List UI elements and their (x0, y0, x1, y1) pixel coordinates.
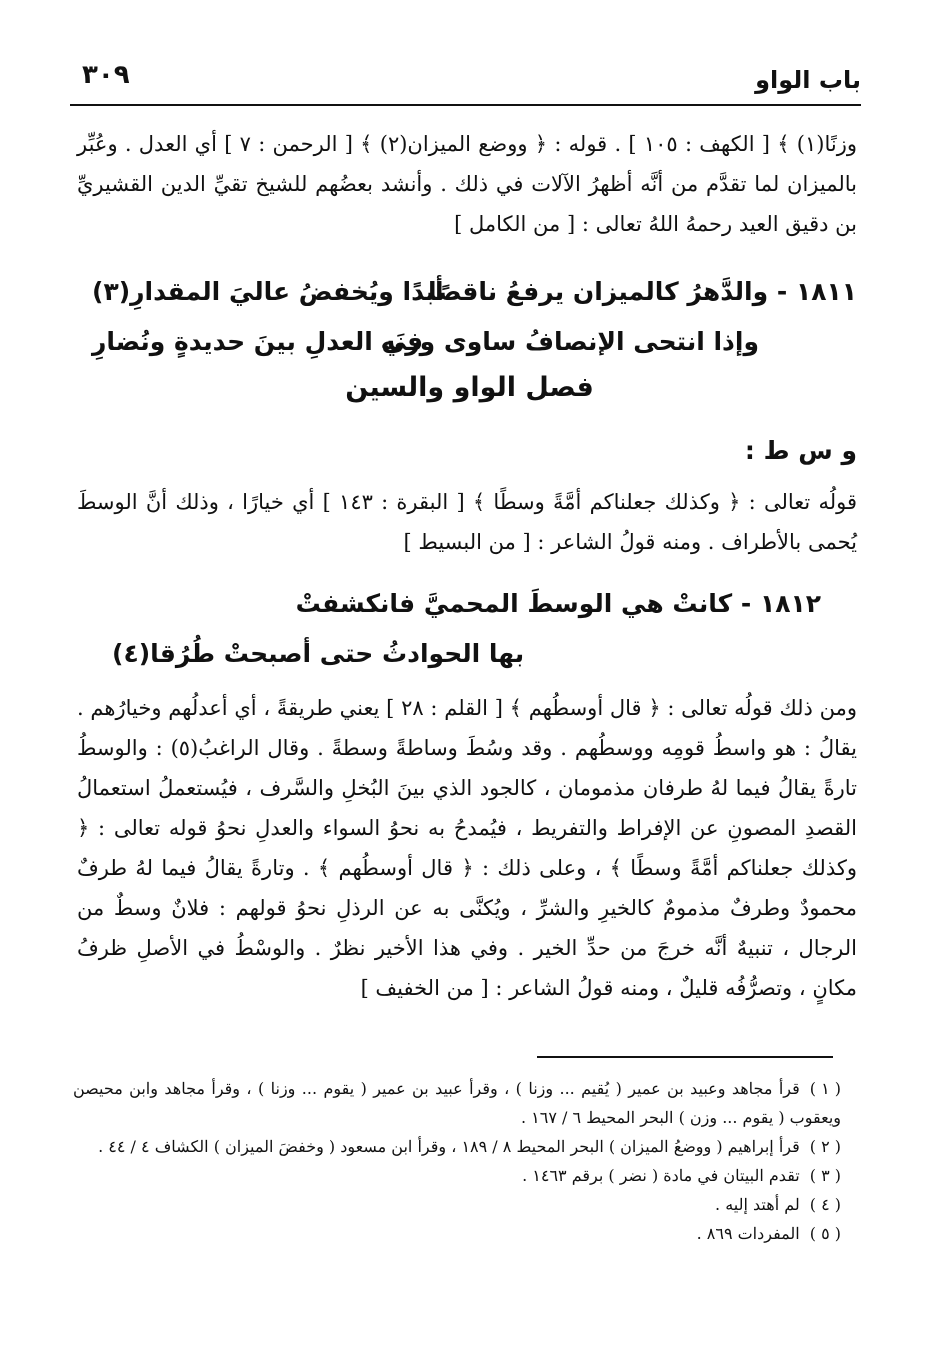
footnote-number: ( ٢ ) (809, 1137, 841, 1156)
footnote-number: ( ١ ) (809, 1079, 841, 1098)
footnote-text: قرأ مجاهد وعبيد بن عمير ( يُقيم ... وزنا ) ، وقرأ عبيد بن عمير ( يقوم ... وزنا ) ، وقرأ مجاهد وابن محيصن ويعقوب ( يقوم ... وزن ) البحر المحيط ٦ / ١٦٧ . (73, 1079, 841, 1127)
footnote-number: ( ٥ ) (809, 1224, 841, 1243)
verse-1811-second-hemistich: أبدًا ويُخفضُ عاليَ المقدارِ(٣) (92, 277, 444, 306)
paragraph-1: وزنًا(١) ﴾ [ الكهف : ١٠٥ ] . قوله : ﴿ ووضع الميزان(٢) ﴾ [ الرحمن : ٧ ] أي العدل . وعُبِّر بالميزان لما تقدَّم من أنَّه أظهرُ الآلات في ذلك . وأنشد بعضُهم للشيخ تقيِّ الدين القشيريِّ بن دقيق العيد رحمهُ اللهُ تعالى : [ من الكامل ] (77, 132, 858, 236)
paragraph-3: ومن ذلك قولُه تعالى : ﴿ قال أوسطُهم ﴾ [ القلم : ٢٨ ] يعني طريقةً ، أي أعدلُهم وخيارُهم . يقالُ : هو واسطُ قومِه ووسطُهم . وقد وسُطَ وساطةً وسطةً . وقال الراغبُ(٥) : والوسطُ تارةً يقالُ فيما لهُ طرفان مذمومان ، كالجود الذي بينَ البُخلِ والسَّرف ، فيُستعملُ استعمالُ القصدِ المصونِ عن الإفراط والتفريط ، فيُمدحُ به نحوُ السواء والعدلِ نحوُ قوله تعالى : ﴿ وكذلك جعلناكم أمَّةً وسطًا ﴾ ، وعلى ذلك : ﴿ قال أوسطُهم ﴾ . وتارةً يقالُ فيما لهُ طرفٌ محمودٌ وطرفٌ مذمومٌ كالخيرِ والشرِّ ، ويُكنَّى به عن الرذلِ نحوُ قولهم : فلانٌ وسطٌ من الرجال ، تنبيهٌ أنَّه خرجَ من حدِّ الخير . وفي هذا الأخير نظرٌ . والوسْطُ في الأصلِ ظرفُ مكانٍ ، وتصرُّفُه قليلٌ ، ومنه قولُ الشاعر : [ من الخفيف ] (77, 696, 858, 1000)
root-heading: و س ط : (744, 436, 857, 465)
footnote-5 (73, 1219, 841, 1248)
verse-1811-first-hemistich: ١٨١١ - والدَّهرُ كالميزان يرفعُ ناقصًا (427, 277, 857, 306)
footnote-separator (537, 1056, 833, 1058)
footnote-number: ( ٤ ) (809, 1195, 841, 1214)
verse-1812-second-hemistich: بها الحوادثُ حتى أصبحتْ طُرُقا(٤) (112, 639, 525, 668)
verse-1812-first-hemistich: ١٨١٢ - كانتْ هي الوسطَ المحميَّ فانكشفتْ (295, 589, 821, 618)
footnote-text: المفردات ٨٦٩ . (696, 1224, 800, 1243)
footnotes (73, 1074, 841, 1248)
footnote-3 (73, 1161, 841, 1190)
page-number: ٣٠٩ (82, 60, 130, 90)
page-header (70, 54, 861, 106)
footnote-text: قرأ إبراهيم ( ووضعُ الميزان ) البحر المحيط ٨ / ١٨٩ ، وقرأ ابن مسعود ( وخفضَ الميزان ) الكشاف ٤ / ٤٤ . (98, 1137, 800, 1156)
chapter-title: باب الواو (755, 66, 861, 94)
footnote-text: لم أهتد إليه . (715, 1195, 800, 1214)
verse-1811-fourth-hemistich: في العدلِ بينَ حديدةٍ ونُضارِ (92, 327, 424, 356)
paragraph-2: قولُه تعالى : ﴿ وكذلك جعلناكم أمَّةً وسطًا ﴾ [ البقرة : ١٤٣ ] أي خيارًا ، وذلك أنَّ الوسطَ يُحمى بالأطراف . ومنه قولُ الشاعر : [ من البسيط ] (77, 490, 857, 554)
verse-1811-third-hemistich: وإذا انتحى الإنصافُ ساوى وزنَه (380, 327, 759, 356)
section-heading: فصل الواو والسين (345, 372, 594, 403)
footnote-text: تقدم البيتان في مادة ( نضر ) برقم ١٤٦٣ . (522, 1166, 800, 1185)
footnote-1 (73, 1074, 841, 1132)
footnote-number: ( ٣ ) (809, 1166, 841, 1185)
footnote-2 (73, 1132, 841, 1161)
footnote-4 (73, 1190, 841, 1219)
